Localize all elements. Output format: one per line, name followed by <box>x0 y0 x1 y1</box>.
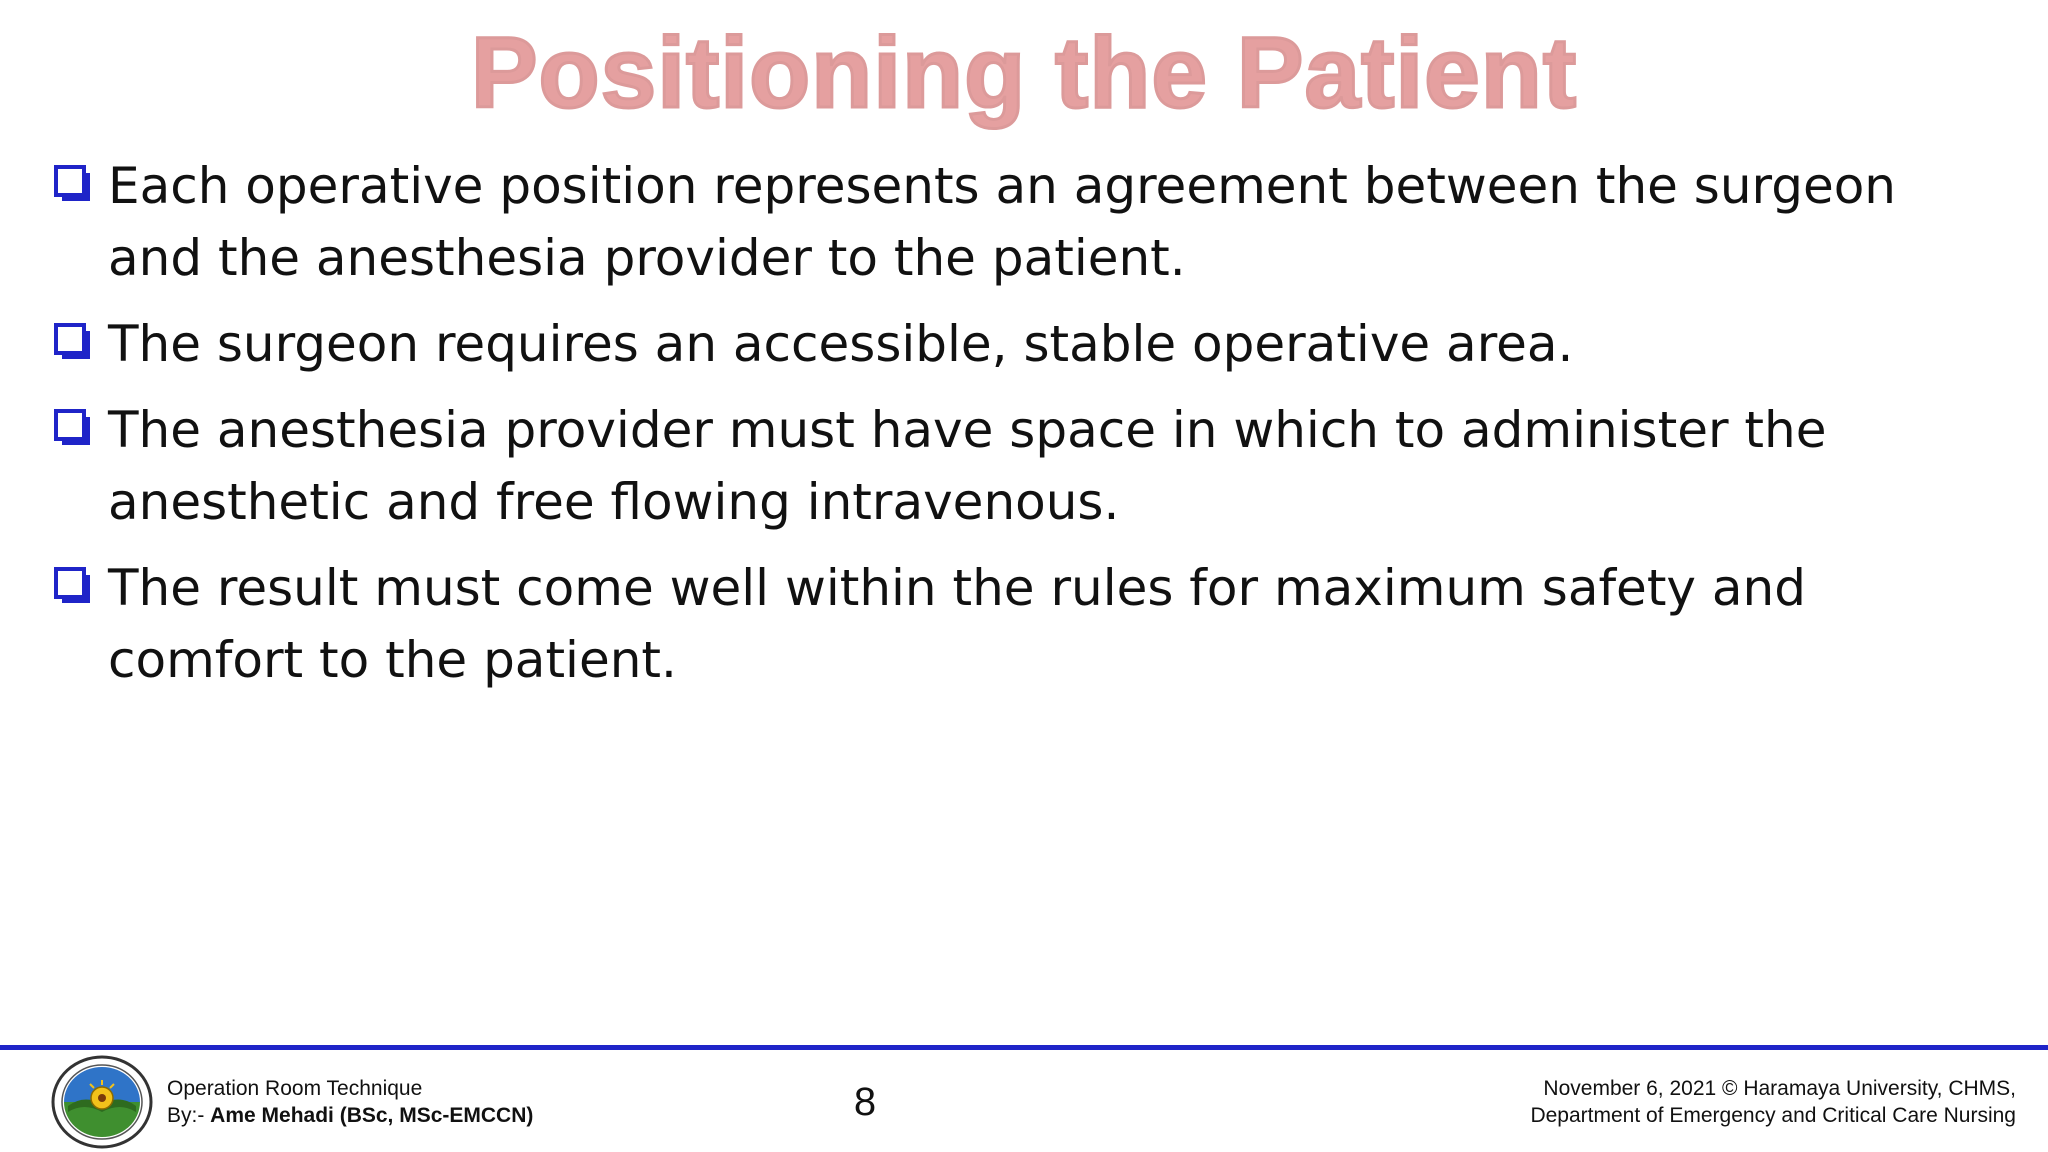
date-copyright: November 6, 2021 © Haramaya University, CHMS, <box>1543 1077 2016 1100</box>
author-line <box>167 1102 533 1129</box>
bullet-item <box>52 552 1982 696</box>
author-name: Ame Mehadi (BSc, MSc-EMCCN) <box>210 1104 534 1127</box>
bullet-text: The anesthesia provider must have space in which to administer the anesthetic and free flowing intravenous. <box>108 401 1827 531</box>
checkbox-icon <box>54 165 92 203</box>
checkbox-icon <box>54 323 92 361</box>
footer-affiliation <box>1530 1075 2016 1129</box>
page-number: 8 <box>853 1080 877 1124</box>
department-name: Department of Emergency and Critical Care Nursing <box>1530 1104 2016 1127</box>
bullet-list <box>52 150 1982 710</box>
bullet-text: Each operative position represents an agreement between the surgeon and the anesthesia provider to the patient. <box>108 157 1896 287</box>
bullet-item <box>52 308 1982 380</box>
slide-title: Positioning the Patient <box>470 17 1578 129</box>
bullet-text: The result must come well within the rules for maximum safety and comfort to the patient. <box>108 559 1806 689</box>
checkbox-icon <box>54 567 92 605</box>
author-prefix: By:- <box>167 1104 211 1127</box>
footer-divider <box>0 1045 2048 1050</box>
footer-course-info <box>167 1075 533 1129</box>
bullet-text: The surgeon requires an accessible, stable operative area. <box>108 315 1574 373</box>
checkbox-icon <box>54 409 92 447</box>
university-seal-icon <box>50 1054 154 1150</box>
bullet-item <box>52 150 1982 294</box>
course-title: Operation Room Technique <box>167 1077 423 1100</box>
bullet-item <box>52 394 1982 538</box>
